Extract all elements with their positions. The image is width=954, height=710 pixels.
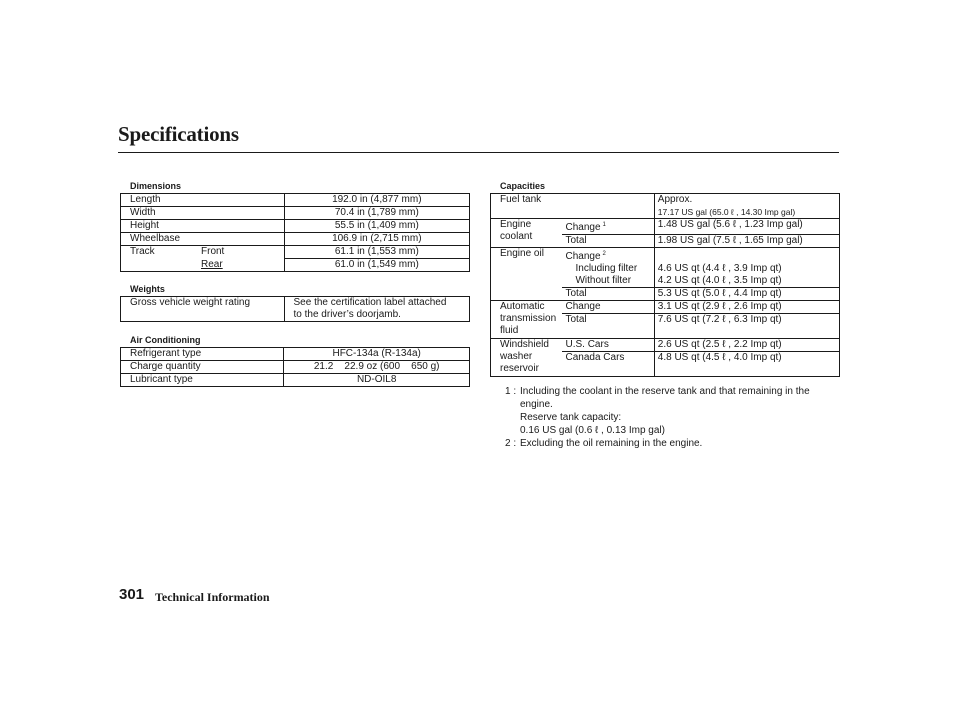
page-title: Specifications [118,122,239,146]
table-row [121,259,470,272]
weights-value [284,297,470,322]
footnote-line: Reserve tank capacity: [520,412,622,423]
track-rear-label: Rear [201,258,223,270]
engine-coolant-label [491,219,563,248]
ac-label: Lubricant type [121,374,284,387]
table-row [121,207,470,220]
transmission-label-line2: transmission [500,313,557,324]
transmission-label-line3: fluid [500,325,519,336]
oil-without-filter-value: 4.2 US qt (4.0 ℓ , 3.5 Imp qt) [654,275,839,288]
table-row [121,194,470,207]
fuel-tank-value-line1: Approx. [657,194,693,205]
dimensions-table [120,193,470,272]
oil-change-label [562,248,654,264]
table-row [121,361,470,374]
weights-table [120,296,470,322]
washer-canada-value: 4.8 US qt (4.5 ℓ , 4.0 Imp qt) [654,352,839,377]
table-row [121,246,470,259]
ac-heading: Air Conditioning [130,335,201,345]
trans-total-value: 7.6 US qt (7.2 ℓ , 6.3 Imp qt) [654,314,839,339]
footnote-number: 2 : [505,438,517,449]
oil-without-filter-text: Without filter [575,275,632,286]
dim-label: Width [121,207,285,220]
footnote-number: 1 : [505,386,517,397]
footnote-line: Excluding the oil remaining in the engine. [520,438,703,449]
trans-change-label: Change [562,301,654,314]
title-rule [118,152,839,153]
oil-total-label: Total [562,288,654,301]
engine-coolant-label-line1: Engine [500,219,532,230]
coolant-change-value: 1.48 US gal (5.6 ℓ , 1.23 Imp gal) [654,219,839,235]
oil-without-filter-label [562,275,654,288]
track-rear-cell [121,259,285,272]
trans-total-label: Total [562,314,654,339]
oil-incl-filter-text: Including filter [575,263,638,274]
washer-us-label: U.S. Cars [562,339,654,352]
oil-change-text: Change [565,251,601,262]
weights-value-line2: to the driver’s doorjamb. [293,309,401,320]
oil-incl-filter-value: 4.6 US qt (4.4 ℓ , 3.9 Imp qt) [654,263,839,275]
footnote-line: Including the coolant in the reserve tank and that remaining in the [520,386,810,397]
dim-label: Height [121,220,285,233]
washer-us-value: 2.6 US qt (2.5 ℓ , 2.2 Imp qt) [654,339,839,352]
ac-label: Charge quantity [121,361,284,374]
footnote-line: 0.16 US gal (0.6 ℓ , 0.13 Imp gal) [520,425,665,436]
dim-value: 70.4 in (1,789 mm) [284,207,469,220]
table-row [491,339,840,352]
oil-change-blank [654,248,839,264]
track-cell [121,246,285,259]
weights-label: Gross vehicle weight rating [121,297,285,322]
weights-value-line1: See the certification label attached [293,297,447,308]
footnote-line: engine. [520,399,553,410]
dim-label: Wheelbase [121,233,285,246]
table-row [121,374,470,387]
capacities-heading: Capacities [500,181,546,191]
washer-canada-label: Canada Cars [562,352,654,377]
washer-label-line2: washer [500,351,533,362]
coolant-footnote-ref: 1 [602,222,606,228]
ac-label: Refrigerant type [121,348,284,361]
oil-total-value: 5.3 US qt (5.0 ℓ , 4.4 Imp qt) [654,288,839,301]
trans-change-value: 3.1 US qt (2.9 ℓ , 2.6 Imp qt) [654,301,839,314]
footnote-body [520,437,845,450]
footnote-2 [505,437,845,450]
table-row [491,219,840,235]
transmission-label [491,301,563,339]
coolant-change-text: Change [565,222,601,233]
oil-incl-filter-label [562,263,654,275]
dim-value: 192.0 in (4,877 mm) [284,194,469,207]
footnotes [505,385,845,450]
fuel-tank-value-line2: 17.17 US gal (65.0 ℓ , 14.30 Imp gal) [657,207,796,217]
track-label: Track [130,246,155,257]
engine-oil-label: Engine oil [491,248,563,301]
coolant-total-label: Total [562,235,654,248]
transmission-label-line1: Automatic [500,301,545,312]
table-row [121,233,470,246]
washer-label-line1: Windshield [500,339,549,350]
table-row [121,348,470,361]
section-title: Technical Information [155,590,270,604]
track-front-value: 61.1 in (1,553 mm) [284,246,469,259]
weights-heading: Weights [130,284,165,294]
track-front-label: Front [201,246,225,257]
dimensions-heading: Dimensions [130,181,182,191]
ac-value: ND-OIL8 [284,374,470,387]
capacities-table [490,193,840,377]
fuel-tank-value [654,194,839,219]
dim-label: Length [121,194,285,207]
table-row [121,297,470,322]
coolant-total-value: 1.98 US gal (7.5 ℓ , 1.65 Imp gal) [654,235,839,248]
table-row [121,220,470,233]
page-number: 301 [119,586,145,603]
footnote-body [520,385,845,437]
table-row [491,301,840,314]
oil-footnote-ref: 2 [602,251,606,257]
ac-value: 21.2 22.9 oz (600 650 g) [284,361,470,374]
table-row [491,248,840,264]
washer-label-line3: reservoir [500,363,539,374]
ac-table [120,347,470,387]
track-rear-value: 61.0 in (1,549 mm) [284,259,469,272]
dim-value: 106.9 in (2,715 mm) [284,233,469,246]
coolant-change-label [562,219,654,235]
footnote-1 [505,385,845,437]
dim-value: 55.5 in (1,409 mm) [284,220,469,233]
engine-coolant-label-line2: coolant [500,231,533,242]
washer-label [491,339,563,377]
table-row [491,194,840,219]
ac-value: HFC-134a (R-134a) [284,348,470,361]
fuel-tank-label: Fuel tank [491,194,655,219]
